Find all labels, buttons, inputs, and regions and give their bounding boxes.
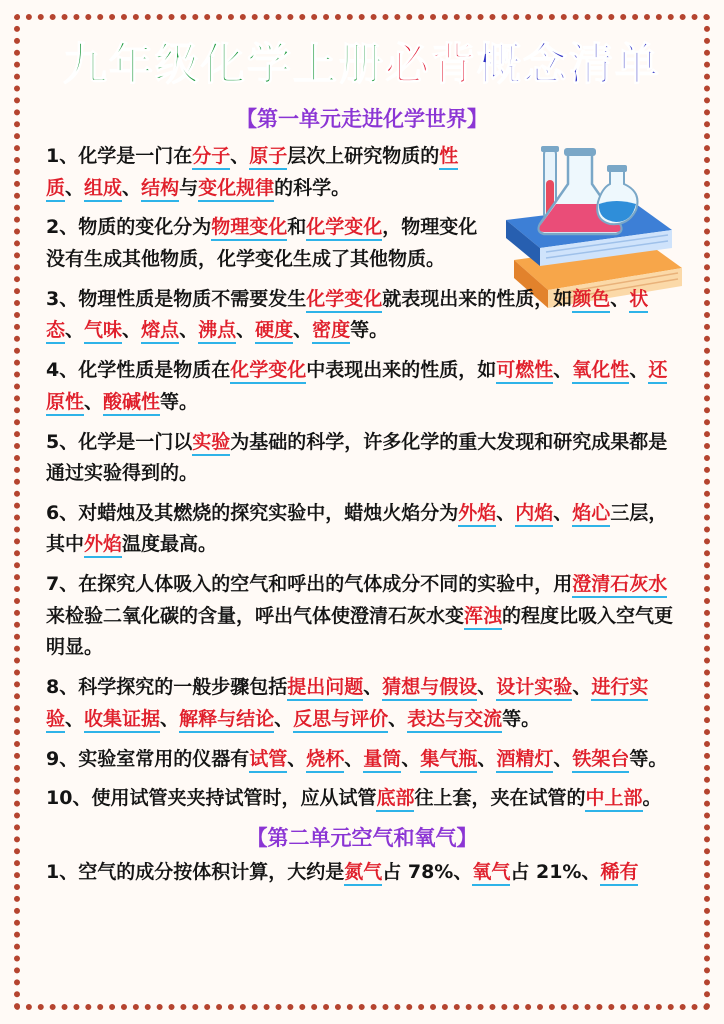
- unit1-item-10: 10、使用试管夹夹持试管时，应从试管底部往上套，夹在试管的中上部。: [46, 783, 686, 815]
- unit-1-heading: 【第一单元走进化学世界】: [236, 107, 488, 131]
- unit1-item-6: 6、对蜡烛及其燃烧的探究实验中，蜡烛火焰分为外焰、内焰、焰心三层，其中外焰温度最高。: [46, 498, 686, 561]
- title-part-1: 九年级化学上册: [63, 39, 385, 90]
- unit1-item-7: 7、在探究人体吸入的空气和呼出的气体成分不同的实验中，用澄清石灰水来检验二氧化碳的含量，呼出气体使澄清石灰水变浑浊的程度比吸入空气更明显。: [46, 573, 674, 659]
- title-part-2: 必背: [385, 39, 477, 90]
- unit2-item-1: 1、空气的成分按体积计算，大约是氮气占 78%、氧气占 21%、稀有: [46, 857, 686, 889]
- unit-2-heading: 【第二单元空气和氧气】: [246, 826, 478, 851]
- title-part-3: 概念清单: [477, 39, 661, 90]
- unit1-item-2: 2、物质的变化分为物理变化和化学变化，物理变化没有生成其他物质，化学变化生成了其他物质。: [46, 216, 478, 270]
- unit1-item-9: 9、实验室常用的仪器有试管、烧杯、量筒、集气瓶、酒精灯、铁架台等。: [46, 744, 686, 776]
- unit1-item-8: 8、科学探究的一般步骤包括提出问题、猜想与假设、设计实验、进行实验、收集证据、解释与结论、反思与评价、表达与交流等。: [46, 672, 686, 735]
- content-body: [46, 141, 686, 897]
- unit1-item-4: 4、化学性质是物质在化学变化中表现出来的性质，如可燃性、氧化性、还原性、酸碱性等。: [46, 355, 686, 418]
- unit1-item-5: 5、化学是一门以实验为基础的科学，许多化学的重大发现和研究成果都是通过实验得到的。: [46, 430, 668, 485]
- unit1-item-3: 3、物理性质是物质不需要发生化学变化就表现出来的性质，如颜色、状态、气味、熔点、沸点、硬度、密度等。: [46, 284, 686, 347]
- page-title: [0, 38, 724, 92]
- unit1-item-1: 1、化学是一门在分子、原子层次上研究物质的性质、组成、结构与变化规律的科学。: [46, 141, 494, 204]
